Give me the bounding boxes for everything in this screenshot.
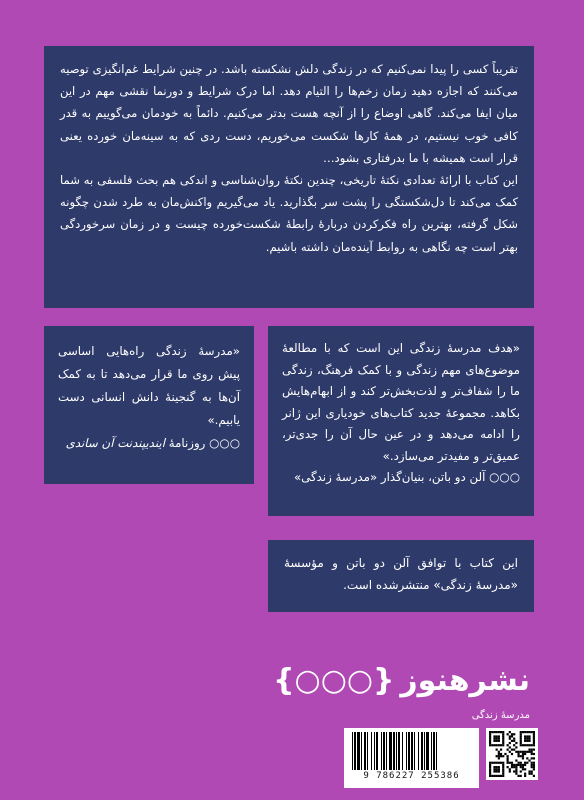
barcode-icon (350, 732, 473, 770)
description-box (44, 46, 534, 308)
review-quote-independent (44, 326, 254, 484)
publisher-mark: {○○○} (273, 662, 395, 698)
publisher-name: نشرهنوز (400, 662, 530, 698)
quote-text: «هدف مدرسهٔ زندگی این است که با مطالعهٔ موضوع‌های مهم زندگی و با کمک فرهنگ، زندگی ما را شفاف‌تر و لذت‌بخش‌تر کند و از ابهام‌هایش بکاهد. مجموعهٔ جدید کتاب‌های خودیاری این ژانر را ادامه می‌دهد و در عین حال آن را جدی‌تر، عمیق‌تر و مفیدتر می‌سازد.» (282, 341, 520, 463)
isbn-number: 9 786227 255386 (363, 771, 460, 781)
quote-source-prefix: ○○○ روزنامهٔ (168, 436, 240, 450)
publication-note (268, 540, 534, 612)
quote-text: «مدرسهٔ زندگی راه‌هایی اساسی پیش روی ما قرار می‌دهد تا به کمک آن‌ها به گنجینهٔ دانش انسانی دست یابیم.» (58, 344, 240, 427)
isbn-barcode (344, 728, 479, 788)
description-paragraph-2: این کتاب با ارائهٔ تعدادی نکتهٔ تاریخی، چندین نکتهٔ روان‌شناسی و اندکی هم بحث فلسفی به شما کمک می‌کند تا دل‌شکستگی را پشت سر بگذارید. یاد می‌گیریم واکنش‌مان به طرد شدن چگونه شکل گرفته، بهترین راه فکرکردن دربارهٔ رابطهٔ شکست‌خورده چیست و در زمان سرخوردگی بهتر است چه نگاهی به روابط آینده‌مان داشته باشیم. (60, 173, 518, 254)
review-quote-de-botton (268, 326, 534, 516)
quote-source: ○○○ آلن دو باتن، بنیان‌گذار «مدرسهٔ زندگی» (293, 470, 520, 484)
quote-source-name: ایندیپندنت آن ساندی (65, 436, 165, 450)
publisher-logo (273, 655, 530, 705)
publication-note-text: این کتاب با توافق آلن دو باتن و مؤسسهٔ «مدرسهٔ زندگی» منتشرشده است. (284, 556, 518, 592)
series-label: مدرسهٔ زندگی (471, 710, 530, 721)
qr-code-icon (489, 731, 535, 777)
quote-source (58, 432, 240, 455)
description-paragraph-1: تقریباً کسی را پیدا نمی‌کنیم که در زندگی دلش نشکسته باشد. در چنین شرایط غم‌انگیزی توصیه می‌کنند که اجازه دهید زمان زخم‌ها را التیام دهد. اما درک شرایط و دورنما نقشی مهم در این میان ایفا می‌کند. گاهی اوضاع را از آنچه هست بدتر می‌کنیم. دائماً به خودمان می‌گوییم به قدر کافی خوب نیستیم، در همهٔ کارها شکست می‌خوریم، دست ردی که به سینه‌مان خورده یعنی قرار است همیشه با ما بدرفتاری بشود… (60, 62, 518, 165)
qr-code (486, 728, 538, 780)
